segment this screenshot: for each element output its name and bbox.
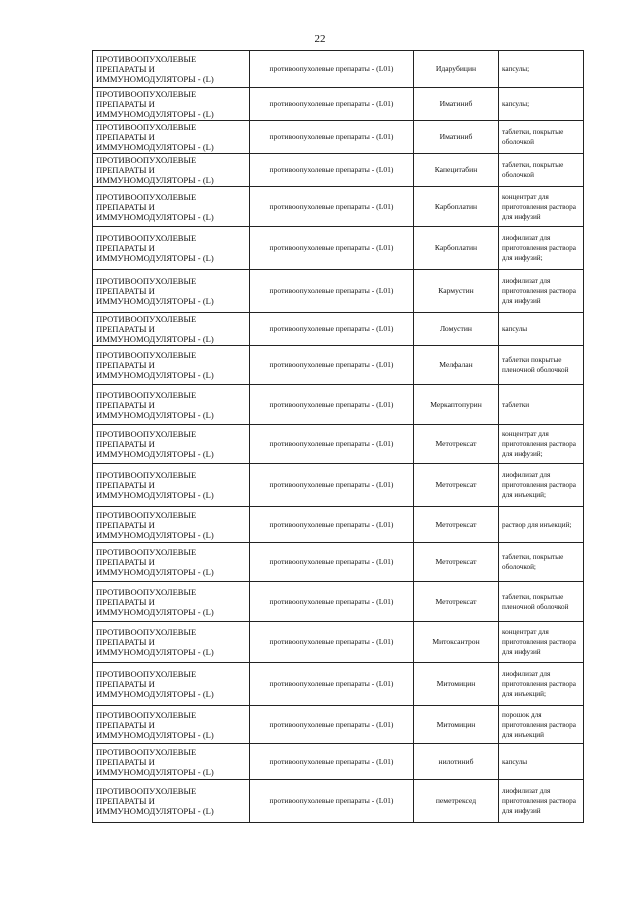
dosage-form-cell: таблетки, покрытые оболочкой; — [499, 543, 584, 582]
table-row — [93, 187, 584, 227]
dosage-form-cell: капсулы — [499, 313, 584, 346]
dosage-form-cell: концентрат для приготовления раствора для инфузий — [499, 187, 584, 227]
subgroup-cell: противоопухолевые препараты - (L01) — [250, 187, 414, 227]
group-cell: ПРОТИВООПУХОЛЕВЫЕ ПРЕПАРАТЫ И ИММУНОМОДУЛЯТОРЫ - (L) — [93, 154, 250, 187]
drug-name-cell: Ломустин — [414, 313, 499, 346]
drug-name-cell: Митомицин — [414, 706, 499, 744]
subgroup-cell: противоопухолевые препараты - (L01) — [250, 780, 414, 823]
subgroup-cell: противоопухолевые препараты - (L01) — [250, 346, 414, 385]
dosage-form-cell: таблетки покрытые пленочной оболочкой — [499, 346, 584, 385]
drug-name-cell: Метотрексат — [414, 582, 499, 622]
group-cell: ПРОТИВООПУХОЛЕВЫЕ ПРЕПАРАТЫ И ИММУНОМОДУЛЯТОРЫ - (L) — [93, 507, 250, 543]
dosage-form-cell: раствор для инъекций; — [499, 507, 584, 543]
dosage-form-cell: капсулы — [499, 744, 584, 780]
dosage-form-cell: таблетки, покрытые оболочкой — [499, 121, 584, 154]
group-cell: ПРОТИВООПУХОЛЕВЫЕ ПРЕПАРАТЫ И ИММУНОМОДУЛЯТОРЫ - (L) — [93, 706, 250, 744]
group-cell: ПРОТИВООПУХОЛЕВЫЕ ПРЕПАРАТЫ И ИММУНОМОДУЛЯТОРЫ - (L) — [93, 313, 250, 346]
table-row — [93, 543, 584, 582]
group-cell: ПРОТИВООПУХОЛЕВЫЕ ПРЕПАРАТЫ И ИММУНОМОДУЛЯТОРЫ - (L) — [93, 543, 250, 582]
drug-name-cell: Капецитабин — [414, 154, 499, 187]
group-cell: ПРОТИВООПУХОЛЕВЫЕ ПРЕПАРАТЫ И ИММУНОМОДУЛЯТОРЫ - (L) — [93, 121, 250, 154]
drug-name-cell: Карбоплатин — [414, 187, 499, 227]
subgroup-cell: противоопухолевые препараты - (L01) — [250, 51, 414, 88]
table-row — [93, 51, 584, 88]
group-cell: ПРОТИВООПУХОЛЕВЫЕ ПРЕПАРАТЫ И ИММУНОМОДУЛЯТОРЫ - (L) — [93, 663, 250, 706]
subgroup-cell: противоопухолевые препараты - (L01) — [250, 543, 414, 582]
table-row — [93, 780, 584, 823]
table-row — [93, 663, 584, 706]
subgroup-cell: противоопухолевые препараты - (L01) — [250, 622, 414, 663]
table-row — [93, 744, 584, 780]
table-row — [93, 227, 584, 270]
table-row — [93, 507, 584, 543]
group-cell: ПРОТИВООПУХОЛЕВЫЕ ПРЕПАРАТЫ И ИММУНОМОДУЛЯТОРЫ - (L) — [93, 385, 250, 425]
drug-name-cell: Иматиниб — [414, 121, 499, 154]
dosage-form-cell: лиофилизат для приготовления раствора для инфузий — [499, 270, 584, 313]
table-row — [93, 121, 584, 154]
drug-name-cell: Митоксантрон — [414, 622, 499, 663]
subgroup-cell: противоопухолевые препараты - (L01) — [250, 744, 414, 780]
drug-name-cell: Мелфалан — [414, 346, 499, 385]
dosage-form-cell: капсулы; — [499, 51, 584, 88]
subgroup-cell: противоопухолевые препараты - (L01) — [250, 88, 414, 121]
group-cell: ПРОТИВООПУХОЛЕВЫЕ ПРЕПАРАТЫ И ИММУНОМОДУЛЯТОРЫ - (L) — [93, 622, 250, 663]
table-row — [93, 706, 584, 744]
table-row — [93, 385, 584, 425]
medication-table — [92, 50, 584, 823]
group-cell: ПРОТИВООПУХОЛЕВЫЕ ПРЕПАРАТЫ И ИММУНОМОДУЛЯТОРЫ - (L) — [93, 187, 250, 227]
subgroup-cell: противоопухолевые препараты - (L01) — [250, 270, 414, 313]
dosage-form-cell: капсулы; — [499, 88, 584, 121]
group-cell: ПРОТИВООПУХОЛЕВЫЕ ПРЕПАРАТЫ И ИММУНОМОДУЛЯТОРЫ - (L) — [93, 780, 250, 823]
drug-name-cell: Метотрексат — [414, 507, 499, 543]
group-cell: ПРОТИВООПУХОЛЕВЫЕ ПРЕПАРАТЫ И ИММУНОМОДУЛЯТОРЫ - (L) — [93, 744, 250, 780]
dosage-form-cell: таблетки — [499, 385, 584, 425]
subgroup-cell: противоопухолевые препараты - (L01) — [250, 154, 414, 187]
group-cell: ПРОТИВООПУХОЛЕВЫЕ ПРЕПАРАТЫ И ИММУНОМОДУЛЯТОРЫ - (L) — [93, 88, 250, 121]
dosage-form-cell: лиофилизат для приготовления раствора для инфузий; — [499, 227, 584, 270]
page-number: 22 — [314, 33, 326, 45]
dosage-form-cell: порошок для приготовления раствора для инъекций — [499, 706, 584, 744]
table-row — [93, 88, 584, 121]
subgroup-cell: противоопухолевые препараты - (L01) — [250, 385, 414, 425]
table-row — [93, 313, 584, 346]
group-cell: ПРОТИВООПУХОЛЕВЫЕ ПРЕПАРАТЫ И ИММУНОМОДУЛЯТОРЫ - (L) — [93, 51, 250, 88]
drug-name-cell: Метотрексат — [414, 425, 499, 464]
group-cell: ПРОТИВООПУХОЛЕВЫЕ ПРЕПАРАТЫ И ИММУНОМОДУЛЯТОРЫ - (L) — [93, 270, 250, 313]
dosage-form-cell: лиофилизат для приготовления раствора для инфузий — [499, 780, 584, 823]
drug-name-cell: Метотрексат — [414, 464, 499, 507]
drug-name-cell: Меркаптопурин — [414, 385, 499, 425]
group-cell: ПРОТИВООПУХОЛЕВЫЕ ПРЕПАРАТЫ И ИММУНОМОДУЛЯТОРЫ - (L) — [93, 425, 250, 464]
group-cell: ПРОТИВООПУХОЛЕВЫЕ ПРЕПАРАТЫ И ИММУНОМОДУЛЯТОРЫ - (L) — [93, 464, 250, 507]
drug-name-cell: Митомицин — [414, 663, 499, 706]
drug-name-cell: Метотрексат — [414, 543, 499, 582]
subgroup-cell: противоопухолевые препараты - (L01) — [250, 227, 414, 270]
table-row — [93, 154, 584, 187]
group-cell: ПРОТИВООПУХОЛЕВЫЕ ПРЕПАРАТЫ И ИММУНОМОДУЛЯТОРЫ - (L) — [93, 582, 250, 622]
subgroup-cell: противоопухолевые препараты - (L01) — [250, 663, 414, 706]
subgroup-cell: противоопухолевые препараты - (L01) — [250, 507, 414, 543]
table-row — [93, 582, 584, 622]
dosage-form-cell: лиофилизат для приготовления раствора для инъекций; — [499, 663, 584, 706]
drug-name-cell: Идарубицин — [414, 51, 499, 88]
drug-name-cell: Кармустин — [414, 270, 499, 313]
drug-name-cell: пеметрексед — [414, 780, 499, 823]
dosage-form-cell: таблетки, покрытые оболочкой — [499, 154, 584, 187]
subgroup-cell: противоопухолевые препараты - (L01) — [250, 464, 414, 507]
dosage-form-cell: лиофилизат для приготовления раствора для инъекций; — [499, 464, 584, 507]
table-row — [93, 270, 584, 313]
subgroup-cell: противоопухолевые препараты - (L01) — [250, 425, 414, 464]
group-cell: ПРОТИВООПУХОЛЕВЫЕ ПРЕПАРАТЫ И ИММУНОМОДУЛЯТОРЫ - (L) — [93, 227, 250, 270]
dosage-form-cell: таблетки, покрытые пленочной оболочкой — [499, 582, 584, 622]
table-row — [93, 346, 584, 385]
table-body — [93, 51, 584, 823]
drug-name-cell: Иматиниб — [414, 88, 499, 121]
table-row — [93, 425, 584, 464]
subgroup-cell: противоопухолевые препараты - (L01) — [250, 313, 414, 346]
table-row — [93, 464, 584, 507]
dosage-form-cell: концентрат для приготовления раствора для инфузий — [499, 622, 584, 663]
dosage-form-cell: концентрат для приготовления раствора для инфузий; — [499, 425, 584, 464]
subgroup-cell: противоопухолевые препараты - (L01) — [250, 121, 414, 154]
subgroup-cell: противоопухолевые препараты - (L01) — [250, 582, 414, 622]
drug-name-cell: Карбоплатин — [414, 227, 499, 270]
subgroup-cell: противоопухолевые препараты - (L01) — [250, 706, 414, 744]
group-cell: ПРОТИВООПУХОЛЕВЫЕ ПРЕПАРАТЫ И ИММУНОМОДУЛЯТОРЫ - (L) — [93, 346, 250, 385]
table-row — [93, 622, 584, 663]
drug-name-cell: нилотиниб — [414, 744, 499, 780]
